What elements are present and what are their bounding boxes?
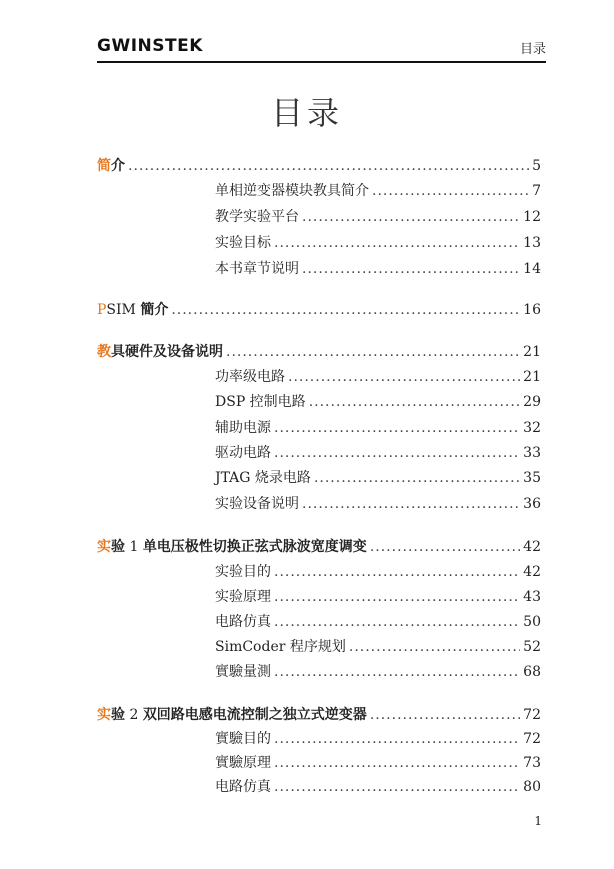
toc-entry[interactable] <box>215 661 541 681</box>
dot-leader <box>274 420 520 436</box>
dot-leader <box>314 470 520 486</box>
toc-page-number: 32 <box>523 420 541 436</box>
toc-section-hardware[interactable] <box>97 341 541 361</box>
toc-entry[interactable] <box>215 366 541 386</box>
toc-section-number: 2 <box>125 707 143 723</box>
dot-leader <box>370 707 520 723</box>
toc-page-number: 16 <box>523 302 541 318</box>
toc-page-number: 12 <box>523 209 541 225</box>
toc-entry[interactable] <box>215 180 541 200</box>
toc-entry[interactable] <box>215 776 541 796</box>
toc-entry-label: SimCoder 程序规划 <box>215 639 346 655</box>
dot-leader <box>372 183 529 199</box>
toc-entry-label: DSP 控制电路 <box>215 394 306 410</box>
brand-logo: GWINSTEK <box>97 36 203 56</box>
dot-leader <box>274 235 520 251</box>
toc-section-number: 1 <box>125 539 143 555</box>
toc-page-number: 72 <box>523 707 541 723</box>
toc-entry-label: 實驗原理 <box>215 755 271 771</box>
toc-section-label: 双回路电感电流控制之独立式逆变器 <box>142 707 367 723</box>
dot-leader <box>274 564 520 580</box>
dot-leader <box>302 496 520 512</box>
dot-leader <box>274 731 520 747</box>
toc-section-experiment-2[interactable] <box>97 704 541 724</box>
toc-entry-label: 實驗量測 <box>215 664 271 680</box>
toc-page-number: 35 <box>523 470 541 486</box>
toc-section-accent: 实 <box>97 707 111 723</box>
toc-section-label: 验 <box>111 539 125 555</box>
toc-section-label: 具硬件及设备说明 <box>111 344 223 360</box>
toc-entry[interactable] <box>215 467 541 487</box>
toc-page-number: 36 <box>523 496 541 512</box>
toc-section-accent: 教 <box>97 344 111 360</box>
toc-section-accent: P <box>97 302 107 318</box>
toc-entry[interactable] <box>215 206 541 226</box>
toc-entry[interactable] <box>215 636 541 656</box>
toc-entry-label: JTAG 烧录电路 <box>215 470 311 486</box>
toc-entry[interactable] <box>215 586 541 606</box>
toc-entry-label: 实验目的 <box>215 564 271 580</box>
dot-leader <box>274 779 520 795</box>
toc-entry[interactable] <box>215 258 541 278</box>
toc-page-number: 13 <box>523 235 541 251</box>
running-header-section: 目录 <box>519 42 546 57</box>
dot-leader <box>274 664 520 680</box>
toc-section-experiment-1[interactable] <box>97 536 541 556</box>
dot-leader <box>226 344 520 360</box>
toc-entry-label: 实验设备说明 <box>215 496 299 512</box>
toc-entry[interactable] <box>215 232 541 252</box>
dot-leader <box>349 639 520 655</box>
dot-leader <box>128 158 529 174</box>
toc-entry-label: 功率级电路 <box>215 369 285 385</box>
toc-page-number: 72 <box>523 731 541 747</box>
toc-section-label: 介 <box>111 158 125 174</box>
dot-leader <box>274 589 520 605</box>
toc-section-label: 簡介 <box>140 302 169 318</box>
toc-entry-label: 单相逆变器模块教具简介 <box>215 183 369 199</box>
toc-page-number: 5 <box>532 158 541 174</box>
dot-leader <box>309 394 520 410</box>
toc-entry[interactable] <box>215 442 541 462</box>
toc-entry[interactable] <box>215 728 541 748</box>
page-number: 1 <box>534 814 542 828</box>
toc-entry[interactable] <box>215 417 541 437</box>
dot-leader <box>288 369 520 385</box>
toc-entry-label: 實驗目的 <box>215 731 271 747</box>
toc-section-intro[interactable] <box>97 155 541 175</box>
toc-page-number: 52 <box>523 639 541 655</box>
dot-leader <box>274 755 520 771</box>
toc-section-label-plain: SIM <box>106 302 141 318</box>
toc-page-number: 42 <box>523 539 541 555</box>
toc-page-number: 43 <box>523 589 541 605</box>
toc-section-label: 验 <box>111 707 125 723</box>
dot-leader <box>274 445 520 461</box>
toc-entry[interactable] <box>215 493 541 513</box>
toc-entry-label: 教学实验平台 <box>215 209 299 225</box>
toc-page-number: 73 <box>523 755 541 771</box>
toc-entry-label: 实验原理 <box>215 589 271 605</box>
toc-page-number: 29 <box>523 394 541 410</box>
toc-page-number: 14 <box>523 261 541 277</box>
toc-entry-label: 实验目标 <box>215 235 271 251</box>
dot-leader <box>171 302 520 318</box>
toc-page-number: 80 <box>523 779 541 795</box>
page-title: 目录 <box>270 94 343 132</box>
toc-entry-label: 辅助电源 <box>215 420 271 436</box>
toc-entry[interactable] <box>215 561 541 581</box>
toc-page-number: 21 <box>523 369 541 385</box>
toc-entry-label: 电路仿真 <box>215 614 271 630</box>
dot-leader <box>302 261 520 277</box>
toc-entry-label: 驱动电路 <box>215 445 271 461</box>
header-divider <box>97 61 546 63</box>
toc-page-number: 68 <box>523 664 541 680</box>
toc-page-number: 50 <box>523 614 541 630</box>
toc-section-psim[interactable] <box>97 299 541 319</box>
toc-entry-label: 电路仿真 <box>215 779 271 795</box>
toc-section-accent: 简 <box>97 158 111 174</box>
toc-page-number: 21 <box>523 344 541 360</box>
toc-section-label: 单电压极性切换正弦式脉波宽度调变 <box>142 539 367 555</box>
toc-page-number: 33 <box>523 445 541 461</box>
dot-leader <box>274 614 520 630</box>
toc-page-number: 42 <box>523 564 541 580</box>
toc-entry[interactable] <box>215 611 541 631</box>
toc-entry-label: 本书章节说明 <box>215 261 299 277</box>
toc-entry[interactable] <box>215 391 541 411</box>
dot-leader <box>370 539 520 555</box>
toc-page-number: 7 <box>532 183 541 199</box>
toc-entry[interactable] <box>215 752 541 772</box>
toc-section-accent: 实 <box>97 539 111 555</box>
dot-leader <box>302 209 520 225</box>
